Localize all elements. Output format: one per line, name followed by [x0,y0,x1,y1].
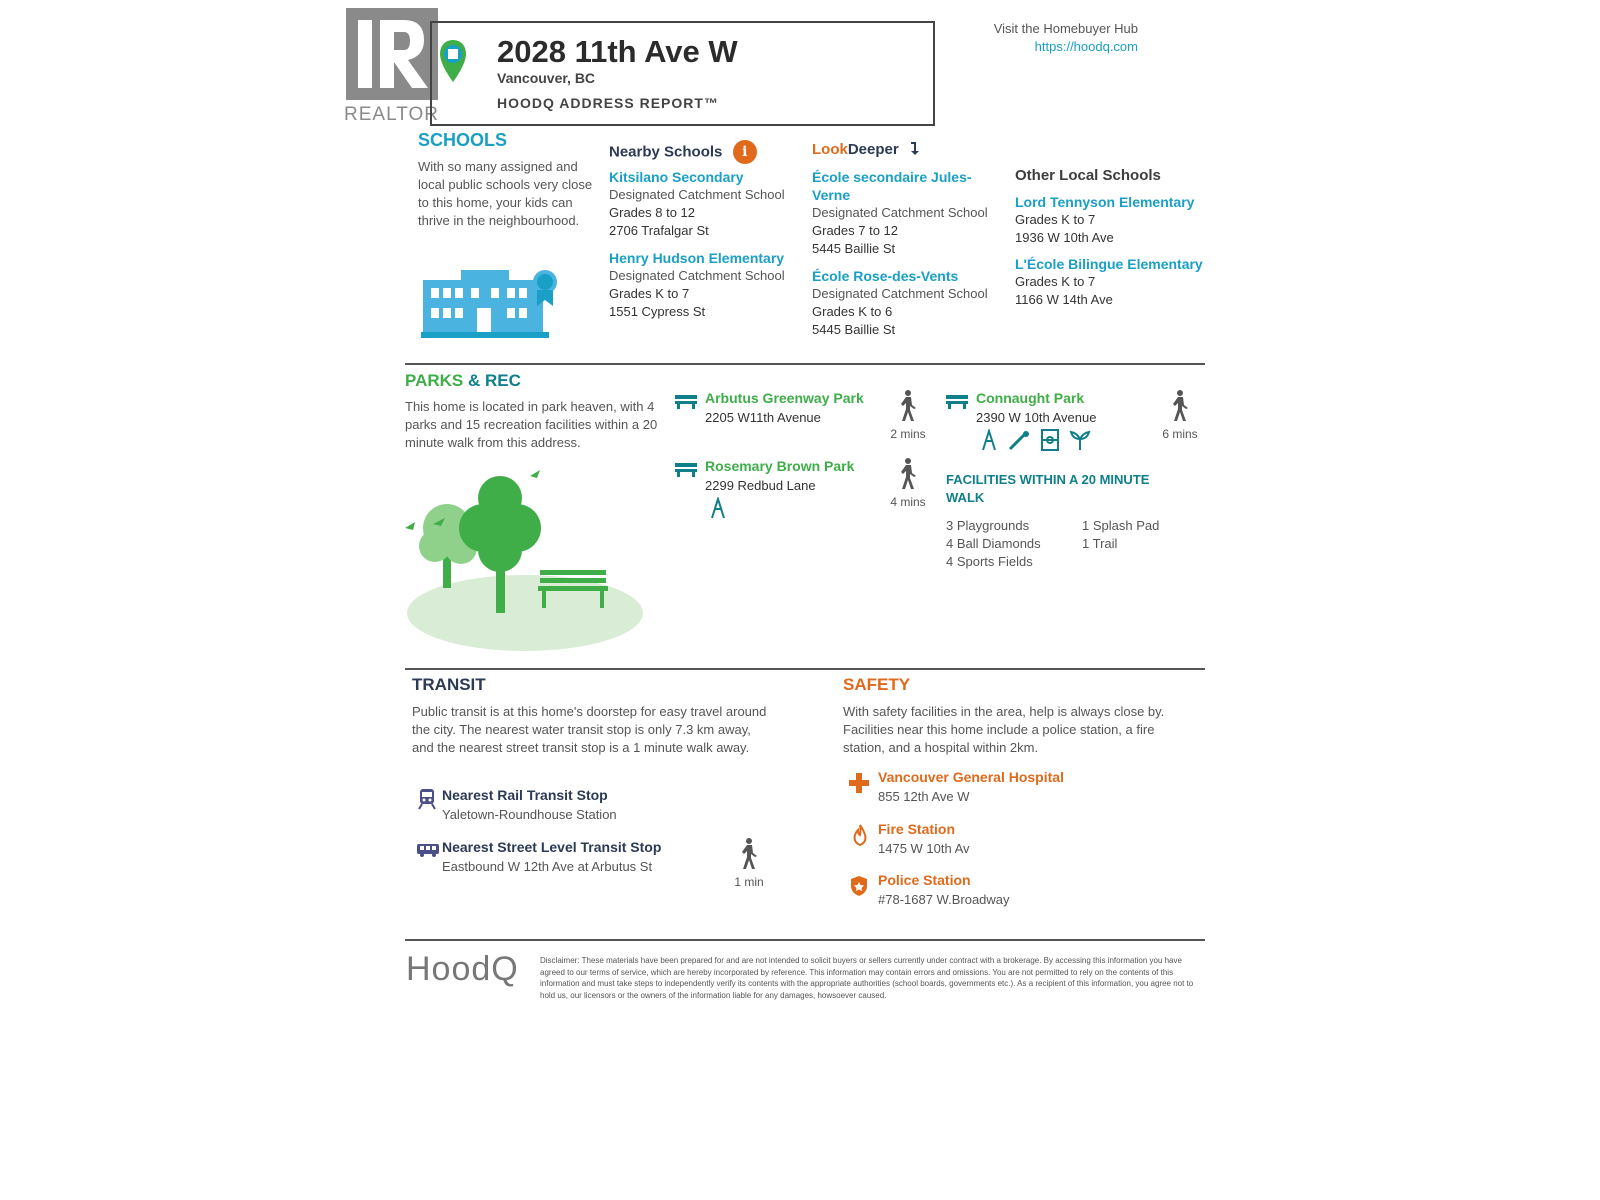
transit-title: TRANSIT [412,675,486,694]
school-card [812,267,1002,339]
schools-description: With so many assigned and local public schools very close to this home, your kids can thrive in the neighbourhood. [418,159,593,228]
bench-icon [675,461,697,482]
walk-time [727,838,771,889]
parks-title-a: PARKS [405,371,464,390]
park-name[interactable]: Arbutus Greenway Park [705,390,864,406]
train-icon [418,788,436,815]
school-grades: Grades 7 to 12 [812,223,898,238]
safety-address: 855 12th Ave W [878,789,970,804]
street-stop-label: Nearest Street Level Transit Stop [442,839,662,855]
school-name[interactable]: Henry Hudson Elementary [609,250,785,266]
walk-time-label: 2 mins [890,427,926,441]
facility-icons [980,429,1091,456]
school-address: 5445 Baillie St [812,322,896,337]
walk-time-label: 1 min [734,875,764,889]
school-grades: Grades K to 7 [1015,212,1096,227]
school-type: Designated Catchment School [812,205,988,220]
school-name[interactable]: L'École Bilingue Elementary [1015,256,1203,272]
walk-time [1160,390,1200,441]
arrow-down-icon [909,140,921,160]
address-title: 2028 11th Ave W [497,34,738,69]
park-address: 2390 W 10th Avenue [976,410,1097,425]
facility-item: 4 Ball Diamonds [946,536,1041,551]
facility-item: 4 Sports Fields [946,554,1033,569]
school-type: Designated Catchment School [609,187,785,202]
hoodq-logo: HoodQ [406,950,519,988]
walking-person-icon [899,409,917,426]
safety-address: #78-1687 W.Broadway [878,892,1010,907]
section-divider [405,668,1205,670]
school-address: 5445 Baillie St [812,241,896,256]
school-name[interactable]: École Rose-des-Vents [812,268,959,284]
school-type: Designated Catchment School [609,268,785,283]
rail-stop-value: Yaletown-Roundhouse Station [442,807,617,822]
school-address: 1166 W 14th Ave [1015,292,1113,307]
school-card [1015,255,1215,309]
school-name[interactable]: École secondaire Jules-Verne [812,169,972,203]
walking-person-icon [740,857,758,874]
lookdeeper-look: Look [812,140,848,158]
realtor-wordmark: REALTOR [344,104,439,125]
walk-time-label: 6 mins [1162,427,1198,441]
nearby-schools-title [609,140,757,164]
city-label: Vancouver, BC [497,70,596,86]
info-icon[interactable]: i [733,140,757,164]
walk-time-label: 4 mins [890,495,926,509]
school-name[interactable]: Lord Tennyson Elementary [1015,194,1195,210]
playground-icon [709,497,727,524]
walking-person-icon [1171,409,1189,426]
section-divider [405,939,1205,941]
walk-time [888,390,928,441]
park-name[interactable]: Rosemary Brown Park [705,458,855,474]
schools-title: SCHOOLS [418,130,508,150]
safety-name[interactable]: Vancouver General Hospital [878,769,1064,785]
school-name[interactable]: Kitsilano Secondary [609,169,744,185]
transit-description: Public transit is at this home's doorstep for easy travel around the city. The nearest water transit stop is only 7.3 km away, and the nearest street transit stop is a 1 minute walk away. [412,704,767,755]
school-building-icon [421,268,561,345]
school-card [812,168,1002,258]
parks-title-b: & REC [467,371,521,390]
hub-label: Visit the Homebuyer Hub [993,21,1138,36]
park-name[interactable]: Connaught Park [976,390,1085,406]
section-divider [405,363,1205,365]
bench-icon [946,393,968,414]
park-address: 2205 W11th Avenue [705,410,821,425]
school-address: 1551 Cypress St [609,304,706,319]
parks-description: This home is located in park heaven, with 4 parks and 15 recreation facilities within a 20 minute walk from this address. [405,399,658,450]
school-card [1015,193,1215,247]
safety-description: With safety facilities in the area, help is always close by. Facilities near this home include a police station, a fire station, and a hospital within 2km. [843,704,1165,755]
lookdeeper-title [812,140,921,160]
park-address: 2299 Redbud Lane [705,478,816,493]
bus-icon [416,842,440,863]
facilities-title: FACILITIES WITHIN A 20 MINUTE WALK [946,472,1150,505]
street-stop-value: Eastbound W 12th Ave at Arbutus St [442,859,653,874]
walking-person-icon [899,477,917,494]
hospital-cross-icon [848,772,870,799]
school-card [609,249,799,321]
sports-field-icon [1041,438,1059,455]
safety-name[interactable]: Fire Station [878,821,956,837]
nearby-schools-label: Nearby Schools [609,143,723,161]
hub-link[interactable]: https://hoodq.com [1034,39,1138,54]
bench-icon [675,393,697,414]
school-grades: Grades K to 6 [812,304,893,319]
safety-title: SAFETY [843,675,911,694]
safety-address: 1475 W 10th Av [878,841,970,856]
playground-icon [980,438,998,455]
school-grades: Grades K to 7 [1015,274,1096,289]
school-address: 1936 W 10th Ave [1015,230,1114,245]
report-label: HOODQ ADDRESS REPORT™ [497,95,719,111]
facility-item: 1 Splash Pad [1082,518,1160,533]
police-badge-icon [850,875,868,902]
park-illustration [405,468,655,658]
school-grades: Grades K to 7 [609,286,690,301]
lookdeeper-deeper: Deeper [847,140,899,158]
splash-pad-icon [1069,438,1091,455]
fire-icon [852,824,868,851]
parks-title [405,371,521,391]
school-type: Designated Catchment School [812,286,988,301]
school-address: 2706 Trafalgar St [609,223,709,238]
school-grades: Grades 8 to 12 [609,205,695,220]
rail-stop-label: Nearest Rail Transit Stop [442,787,608,803]
location-pin-icon [438,38,468,89]
other-schools-title: Other Local Schools [1015,167,1161,184]
school-card [609,168,799,240]
disclaimer: Disclaimer: These materials have been prepared for and are not intended to solicit buyers or sellers currently under contract with a brokerage. By accessing this information you have agreed to our terms of service, which are hereby incorporated by reference. This information may contain errors and omissions. You are not permitted to rely on the contents of this information and must take steps to independently verify its contents with the appropriate authorities (school boards, governments etc.). As a recipient of this information, you agree not to hold us, our licensors or the owners of the information liable for any damages, howsoever caused. [540,956,1194,1000]
facility-item: 3 Playgrounds [946,518,1030,533]
safety-name[interactable]: Police Station [878,872,971,888]
ball-diamond-icon [1008,438,1030,455]
facility-item: 1 Trail [1082,536,1118,551]
walk-time [888,458,928,509]
